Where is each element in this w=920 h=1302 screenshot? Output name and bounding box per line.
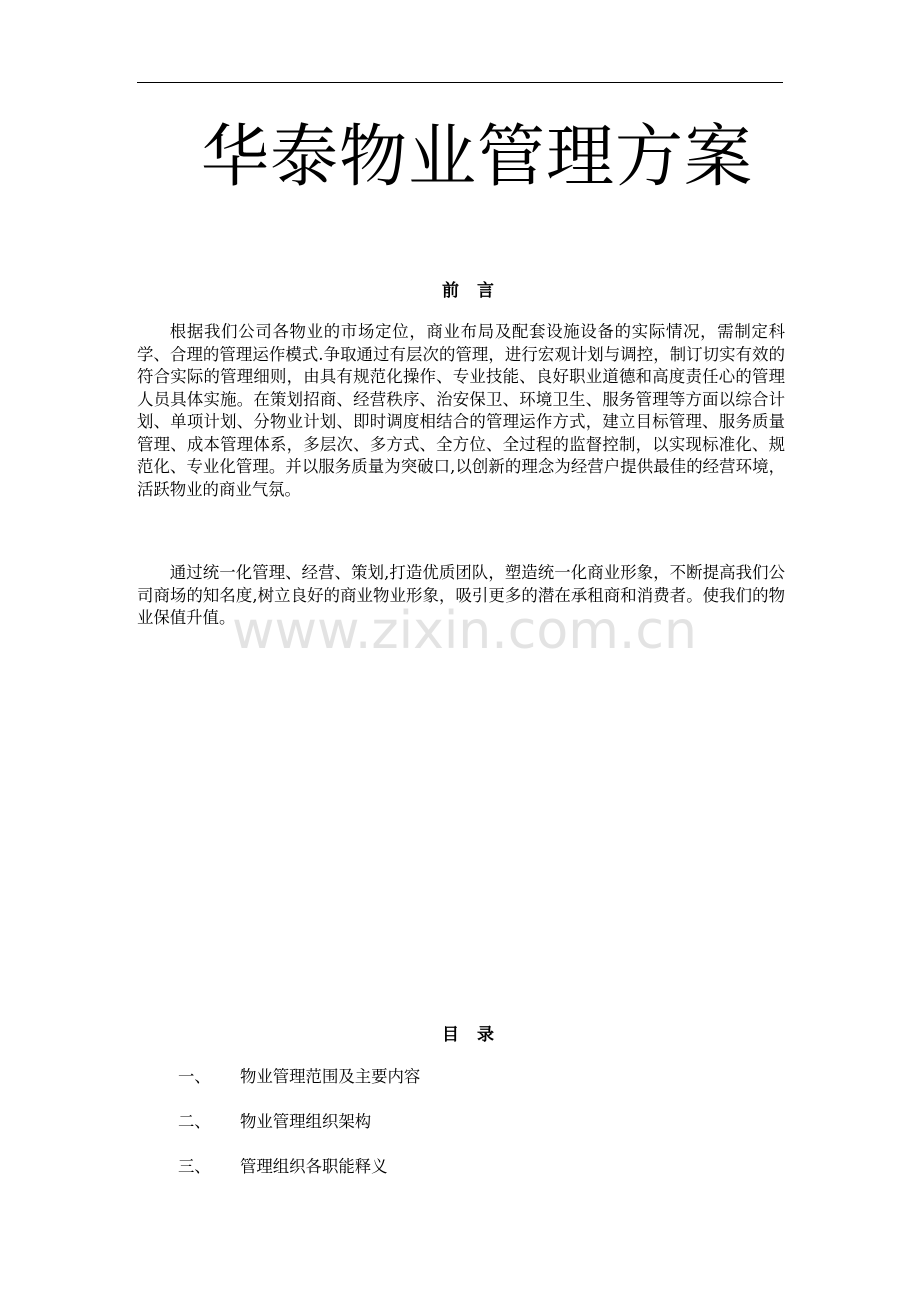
watermark: www.zixin.com.cn xyxy=(232,601,697,661)
document-title: 华泰物业管理方案 xyxy=(200,118,753,197)
toc-item-label: 物业管理范围及主要内容 xyxy=(240,1067,421,1086)
preface-paragraph-1: 根据我们公司各物业的市场定位，商业布局及配套设施设备的实际情况，需制定科学、合理的管理运作模式.争取通过有层次的管理，进行宏观计划与调控，制订切实有效的符合实际的管理细则，由具有规范化操作、专业技能、良好职业道德和高度责任心的管理人员具体实施。在策划招商、经营秩序、治安保卫、环境卫生、服务管理等方面以综合计划、单项计划、分物业计划、即时调度相结合的管理运作方式，建立目标管理、服务质量管理、成本管理体系，多层次、多方式、全方位、全过程的监督控制，以实现标准化、规范化、专业化管理。并以服务质量为突破口,以创新的理念为经营户提供最佳的经营环境，活跃物业的商业气氛。 xyxy=(137,322,785,499)
preface-paragraph-2: 通过统一化管理、经营、策划,打造优质团队，塑造统一化商业形象，不断提高我们公司商场的知名度,树立良好的商业物业形象，吸引更多的潜在承租商和消费者。使我们的物业保值升值。 xyxy=(137,563,785,627)
toc-item-label: 物业管理组织架构 xyxy=(240,1112,372,1131)
toc-list xyxy=(178,1066,420,1201)
toc-item-number: 三、 xyxy=(178,1157,211,1176)
toc-heading: 目录 xyxy=(442,1025,512,1045)
preface-heading: 前言 xyxy=(442,281,512,301)
toc-item[interactable] xyxy=(178,1111,420,1156)
toc-item[interactable] xyxy=(178,1066,420,1111)
toc-item-number: 二、 xyxy=(178,1112,211,1131)
toc-item-label: 管理组织各职能释义 xyxy=(240,1157,388,1176)
header-rule xyxy=(137,82,783,83)
toc-item[interactable] xyxy=(178,1156,420,1201)
toc-item-number: 一、 xyxy=(178,1067,211,1086)
